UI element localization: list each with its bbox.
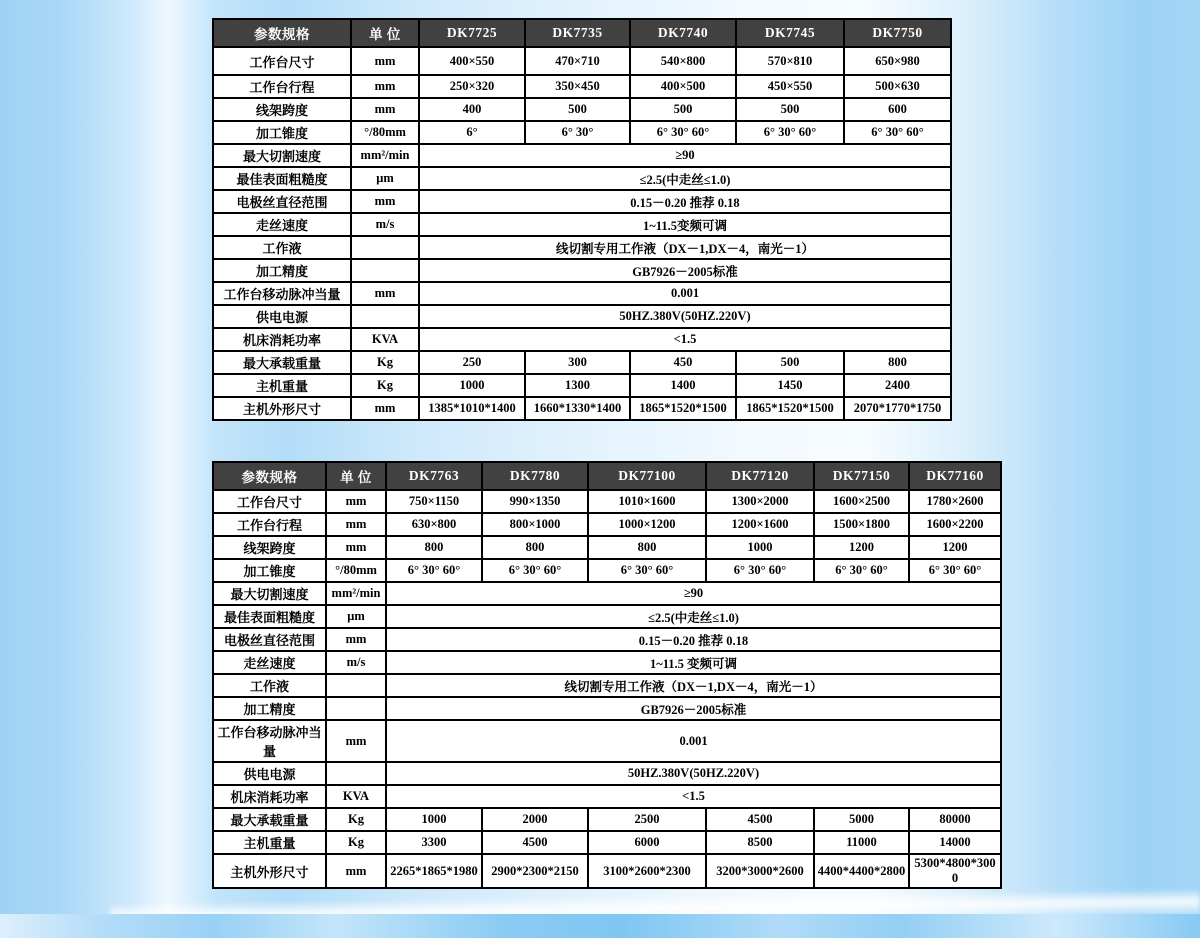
unit-cell (326, 674, 386, 697)
unit-cell: mm (326, 854, 386, 888)
value-cell: 350×450 (525, 75, 630, 98)
value-cell: 1300×2000 (706, 490, 814, 513)
row-label-cell: 工作台行程 (213, 75, 351, 98)
value-cell: 1300 (525, 374, 630, 397)
value-cell: 6° 30° 60° (706, 559, 814, 582)
row-label-cell: 主机重量 (213, 831, 326, 854)
value-cell: 2265*1865*1980 (386, 854, 482, 888)
unit-cell: mm (351, 190, 419, 213)
value-cell: 3200*3000*2600 (706, 854, 814, 888)
row-label-cell: 线架跨度 (213, 98, 351, 121)
value-cell: 1865*1520*1500 (736, 397, 844, 420)
merged-value-cell: ≤2.5(中走丝≤1.0) (419, 167, 951, 190)
merged-value-cell: <1.5 (419, 328, 951, 351)
row-label-cell: 工作台尺寸 (213, 47, 351, 75)
row-label-cell: 工作台尺寸 (213, 490, 326, 513)
unit-cell: Kg (326, 831, 386, 854)
spec-table-dk7725-dk7750 (212, 18, 952, 421)
spec-row (213, 831, 1001, 854)
unit-cell (351, 305, 419, 328)
header-row (213, 19, 951, 47)
value-cell: 800 (482, 536, 588, 559)
value-cell: 6° (419, 121, 525, 144)
spec-row (213, 328, 951, 351)
model-header-cell: DK7740 (630, 19, 736, 47)
value-cell: 1200×1600 (706, 513, 814, 536)
value-cell: 800 (588, 536, 706, 559)
row-label-cell: 最大承载重量 (213, 351, 351, 374)
unit-cell: Kg (351, 351, 419, 374)
unit-cell: mm (351, 397, 419, 420)
spec-row (213, 282, 951, 305)
merged-value-cell: 0.001 (419, 282, 951, 305)
unit-cell: Kg (351, 374, 419, 397)
value-cell: 650×980 (844, 47, 951, 75)
value-cell: 1000 (419, 374, 525, 397)
value-cell: 800×1000 (482, 513, 588, 536)
row-label-cell: 加工锥度 (213, 559, 326, 582)
value-cell: 1000×1200 (588, 513, 706, 536)
unit-cell: mm (326, 513, 386, 536)
unit-cell: °/80mm (351, 121, 419, 144)
unit-cell: mm (326, 490, 386, 513)
spec-row (213, 582, 1001, 605)
spec-row (213, 651, 1001, 674)
model-header-cell: DK7745 (736, 19, 844, 47)
spec-row (213, 854, 1001, 888)
model-header-cell: DK7725 (419, 19, 525, 47)
value-cell: 990×1350 (482, 490, 588, 513)
value-cell: 1600×2200 (909, 513, 1001, 536)
merged-value-cell: 0.15－0.20 推荐 0.18 (386, 628, 1001, 651)
value-cell: 500 (525, 98, 630, 121)
spec-row (213, 785, 1001, 808)
value-cell: 1865*1520*1500 (630, 397, 736, 420)
value-cell: 400×550 (419, 47, 525, 75)
spec-row (213, 628, 1001, 651)
unit-cell: mm (326, 536, 386, 559)
value-cell: 470×710 (525, 47, 630, 75)
value-cell: 3100*2600*2300 (588, 854, 706, 888)
spec-row (213, 697, 1001, 720)
unit-header-cell: 单 位 (351, 19, 419, 47)
model-header-cell: DK77100 (588, 462, 706, 490)
value-cell: 2000 (482, 808, 588, 831)
row-label-cell: 工作台移动脉冲当量 (213, 282, 351, 305)
value-cell: 4500 (706, 808, 814, 831)
unit-cell: mm (351, 47, 419, 75)
merged-value-cell: 线切割专用工作液（DX－1,DX－4，南光－1） (386, 674, 1001, 697)
value-cell: 4400*4400*2800 (814, 854, 909, 888)
row-label-cell: 最大切割速度 (213, 144, 351, 167)
spec-row (213, 259, 951, 282)
unit-cell (351, 259, 419, 282)
spec-row (213, 490, 1001, 513)
spec-row (213, 213, 951, 236)
unit-cell: m/s (351, 213, 419, 236)
unit-cell: mm²/min (351, 144, 419, 167)
unit-cell: KVA (326, 785, 386, 808)
spec-table-dk7763-dk77160 (212, 461, 1002, 889)
merged-value-cell: 0.15－0.20 推荐 0.18 (419, 190, 951, 213)
spec-row (213, 674, 1001, 697)
merged-value-cell: 0.001 (386, 720, 1001, 762)
value-cell: 250 (419, 351, 525, 374)
value-cell: 300 (525, 351, 630, 374)
value-cell: 570×810 (736, 47, 844, 75)
value-cell: 2900*2300*2150 (482, 854, 588, 888)
spec-row (213, 374, 951, 397)
row-label-cell: 最佳表面粗糙度 (213, 605, 326, 628)
merged-value-cell: 1~11.5变频可调 (419, 213, 951, 236)
value-cell: 1400 (630, 374, 736, 397)
model-header-cell: DK77120 (706, 462, 814, 490)
value-cell: 80000 (909, 808, 1001, 831)
spec-row (213, 720, 1001, 762)
row-label-cell: 主机外形尺寸 (213, 854, 326, 888)
unit-cell: °/80mm (326, 559, 386, 582)
unit-cell (326, 697, 386, 720)
spec-row (213, 98, 951, 121)
unit-cell (351, 236, 419, 259)
row-label-cell: 走丝速度 (213, 213, 351, 236)
value-cell: 630×800 (386, 513, 482, 536)
value-cell: 500×630 (844, 75, 951, 98)
unit-cell: mm (351, 98, 419, 121)
spec-row (213, 536, 1001, 559)
model-header-cell: DK77150 (814, 462, 909, 490)
value-cell: 250×320 (419, 75, 525, 98)
row-label-cell: 加工锥度 (213, 121, 351, 144)
merged-value-cell: ≤2.5(中走丝≤1.0) (386, 605, 1001, 628)
merged-value-cell: 1~11.5 变频可调 (386, 651, 1001, 674)
value-cell: 400 (419, 98, 525, 121)
unit-cell: μm (326, 605, 386, 628)
value-cell: 1010×1600 (588, 490, 706, 513)
value-cell: 6° 30° 60° (736, 121, 844, 144)
row-label-cell: 供电电源 (213, 305, 351, 328)
merged-value-cell: GB7926－2005标准 (386, 697, 1001, 720)
value-cell: 2500 (588, 808, 706, 831)
value-cell: 6° 30° 60° (814, 559, 909, 582)
value-cell: 500 (736, 351, 844, 374)
value-cell: 500 (630, 98, 736, 121)
row-label-cell: 电极丝直径范围 (213, 628, 326, 651)
unit-cell: mm (351, 75, 419, 98)
spec-row (213, 305, 951, 328)
value-cell: 800 (844, 351, 951, 374)
spec-row (213, 808, 1001, 831)
unit-cell: m/s (326, 651, 386, 674)
unit-cell: mm²/min (326, 582, 386, 605)
row-label-cell: 机床消耗功率 (213, 328, 351, 351)
value-cell: 1450 (736, 374, 844, 397)
value-cell: 1500×1800 (814, 513, 909, 536)
unit-cell: μm (351, 167, 419, 190)
value-cell: 400×500 (630, 75, 736, 98)
value-cell: 4500 (482, 831, 588, 854)
row-label-cell: 加工精度 (213, 697, 326, 720)
row-label-cell: 机床消耗功率 (213, 785, 326, 808)
value-cell: 600 (844, 98, 951, 121)
spec-row (213, 762, 1001, 785)
merged-value-cell: 50HZ.380V(50HZ.220V) (419, 305, 951, 328)
unit-cell: Kg (326, 808, 386, 831)
merged-value-cell: <1.5 (386, 785, 1001, 808)
row-label-cell: 最佳表面粗糙度 (213, 167, 351, 190)
value-cell: 1600×2500 (814, 490, 909, 513)
spec-row (213, 513, 1001, 536)
spec-row (213, 167, 951, 190)
unit-cell: mm (326, 628, 386, 651)
row-label-cell: 主机重量 (213, 374, 351, 397)
value-cell: 5000 (814, 808, 909, 831)
value-cell: 1780×2600 (909, 490, 1001, 513)
value-cell: 6° 30° 60° (844, 121, 951, 144)
value-cell: 8500 (706, 831, 814, 854)
row-label-cell: 工作台行程 (213, 513, 326, 536)
value-cell: 800 (386, 536, 482, 559)
row-label-cell: 主机外形尺寸 (213, 397, 351, 420)
value-cell: 2070*1770*1750 (844, 397, 951, 420)
spec-row (213, 47, 951, 75)
value-cell: 14000 (909, 831, 1001, 854)
row-label-cell: 最大承载重量 (213, 808, 326, 831)
spec-row (213, 351, 951, 374)
value-cell: 1200 (814, 536, 909, 559)
unit-cell: KVA (351, 328, 419, 351)
spec-row (213, 559, 1001, 582)
row-label-cell: 供电电源 (213, 762, 326, 785)
value-cell: 6000 (588, 831, 706, 854)
background-bottom-strip (0, 914, 1200, 938)
merged-value-cell: GB7926－2005标准 (419, 259, 951, 282)
unit-cell (326, 762, 386, 785)
spec-row (213, 190, 951, 213)
value-cell: 500 (736, 98, 844, 121)
value-cell: 450×550 (736, 75, 844, 98)
spec-row (213, 397, 951, 420)
model-header-cell: DK7780 (482, 462, 588, 490)
unit-header-cell: 单 位 (326, 462, 386, 490)
merged-value-cell: ≥90 (386, 582, 1001, 605)
spec-row (213, 144, 951, 167)
row-label-cell: 工作液 (213, 674, 326, 697)
row-label-cell: 加工精度 (213, 259, 351, 282)
value-cell: 5300*4800*3000 (909, 854, 1001, 888)
model-header-cell: DK7735 (525, 19, 630, 47)
value-cell: 1000 (386, 808, 482, 831)
value-cell: 6° 30° (525, 121, 630, 144)
header-row (213, 462, 1001, 490)
merged-value-cell: ≥90 (419, 144, 951, 167)
value-cell: 11000 (814, 831, 909, 854)
spec-row (213, 236, 951, 259)
value-cell: 750×1150 (386, 490, 482, 513)
value-cell: 6° 30° 60° (386, 559, 482, 582)
row-label-cell: 工作台移动脉冲当量 (213, 720, 326, 762)
value-cell: 1385*1010*1400 (419, 397, 525, 420)
row-label-cell: 走丝速度 (213, 651, 326, 674)
param-header-cell: 参数规格 (213, 19, 351, 47)
spec-row (213, 121, 951, 144)
merged-value-cell: 50HZ.380V(50HZ.220V) (386, 762, 1001, 785)
value-cell: 1660*1330*1400 (525, 397, 630, 420)
value-cell: 2400 (844, 374, 951, 397)
row-label-cell: 线架跨度 (213, 536, 326, 559)
unit-cell: mm (326, 720, 386, 762)
value-cell: 6° 30° 60° (909, 559, 1001, 582)
value-cell: 3300 (386, 831, 482, 854)
value-cell: 6° 30° 60° (630, 121, 736, 144)
model-header-cell: DK77160 (909, 462, 1001, 490)
value-cell: 450 (630, 351, 736, 374)
model-header-cell: DK7763 (386, 462, 482, 490)
value-cell: 540×800 (630, 47, 736, 75)
row-label-cell: 最大切割速度 (213, 582, 326, 605)
unit-cell: mm (351, 282, 419, 305)
merged-value-cell: 线切割专用工作液（DX－1,DX－4，南光－1） (419, 236, 951, 259)
spec-row (213, 605, 1001, 628)
spec-row (213, 75, 951, 98)
value-cell: 1000 (706, 536, 814, 559)
row-label-cell: 电极丝直径范围 (213, 190, 351, 213)
value-cell: 6° 30° 60° (482, 559, 588, 582)
param-header-cell: 参数规格 (213, 462, 326, 490)
model-header-cell: DK7750 (844, 19, 951, 47)
value-cell: 1200 (909, 536, 1001, 559)
value-cell: 6° 30° 60° (588, 559, 706, 582)
row-label-cell: 工作液 (213, 236, 351, 259)
